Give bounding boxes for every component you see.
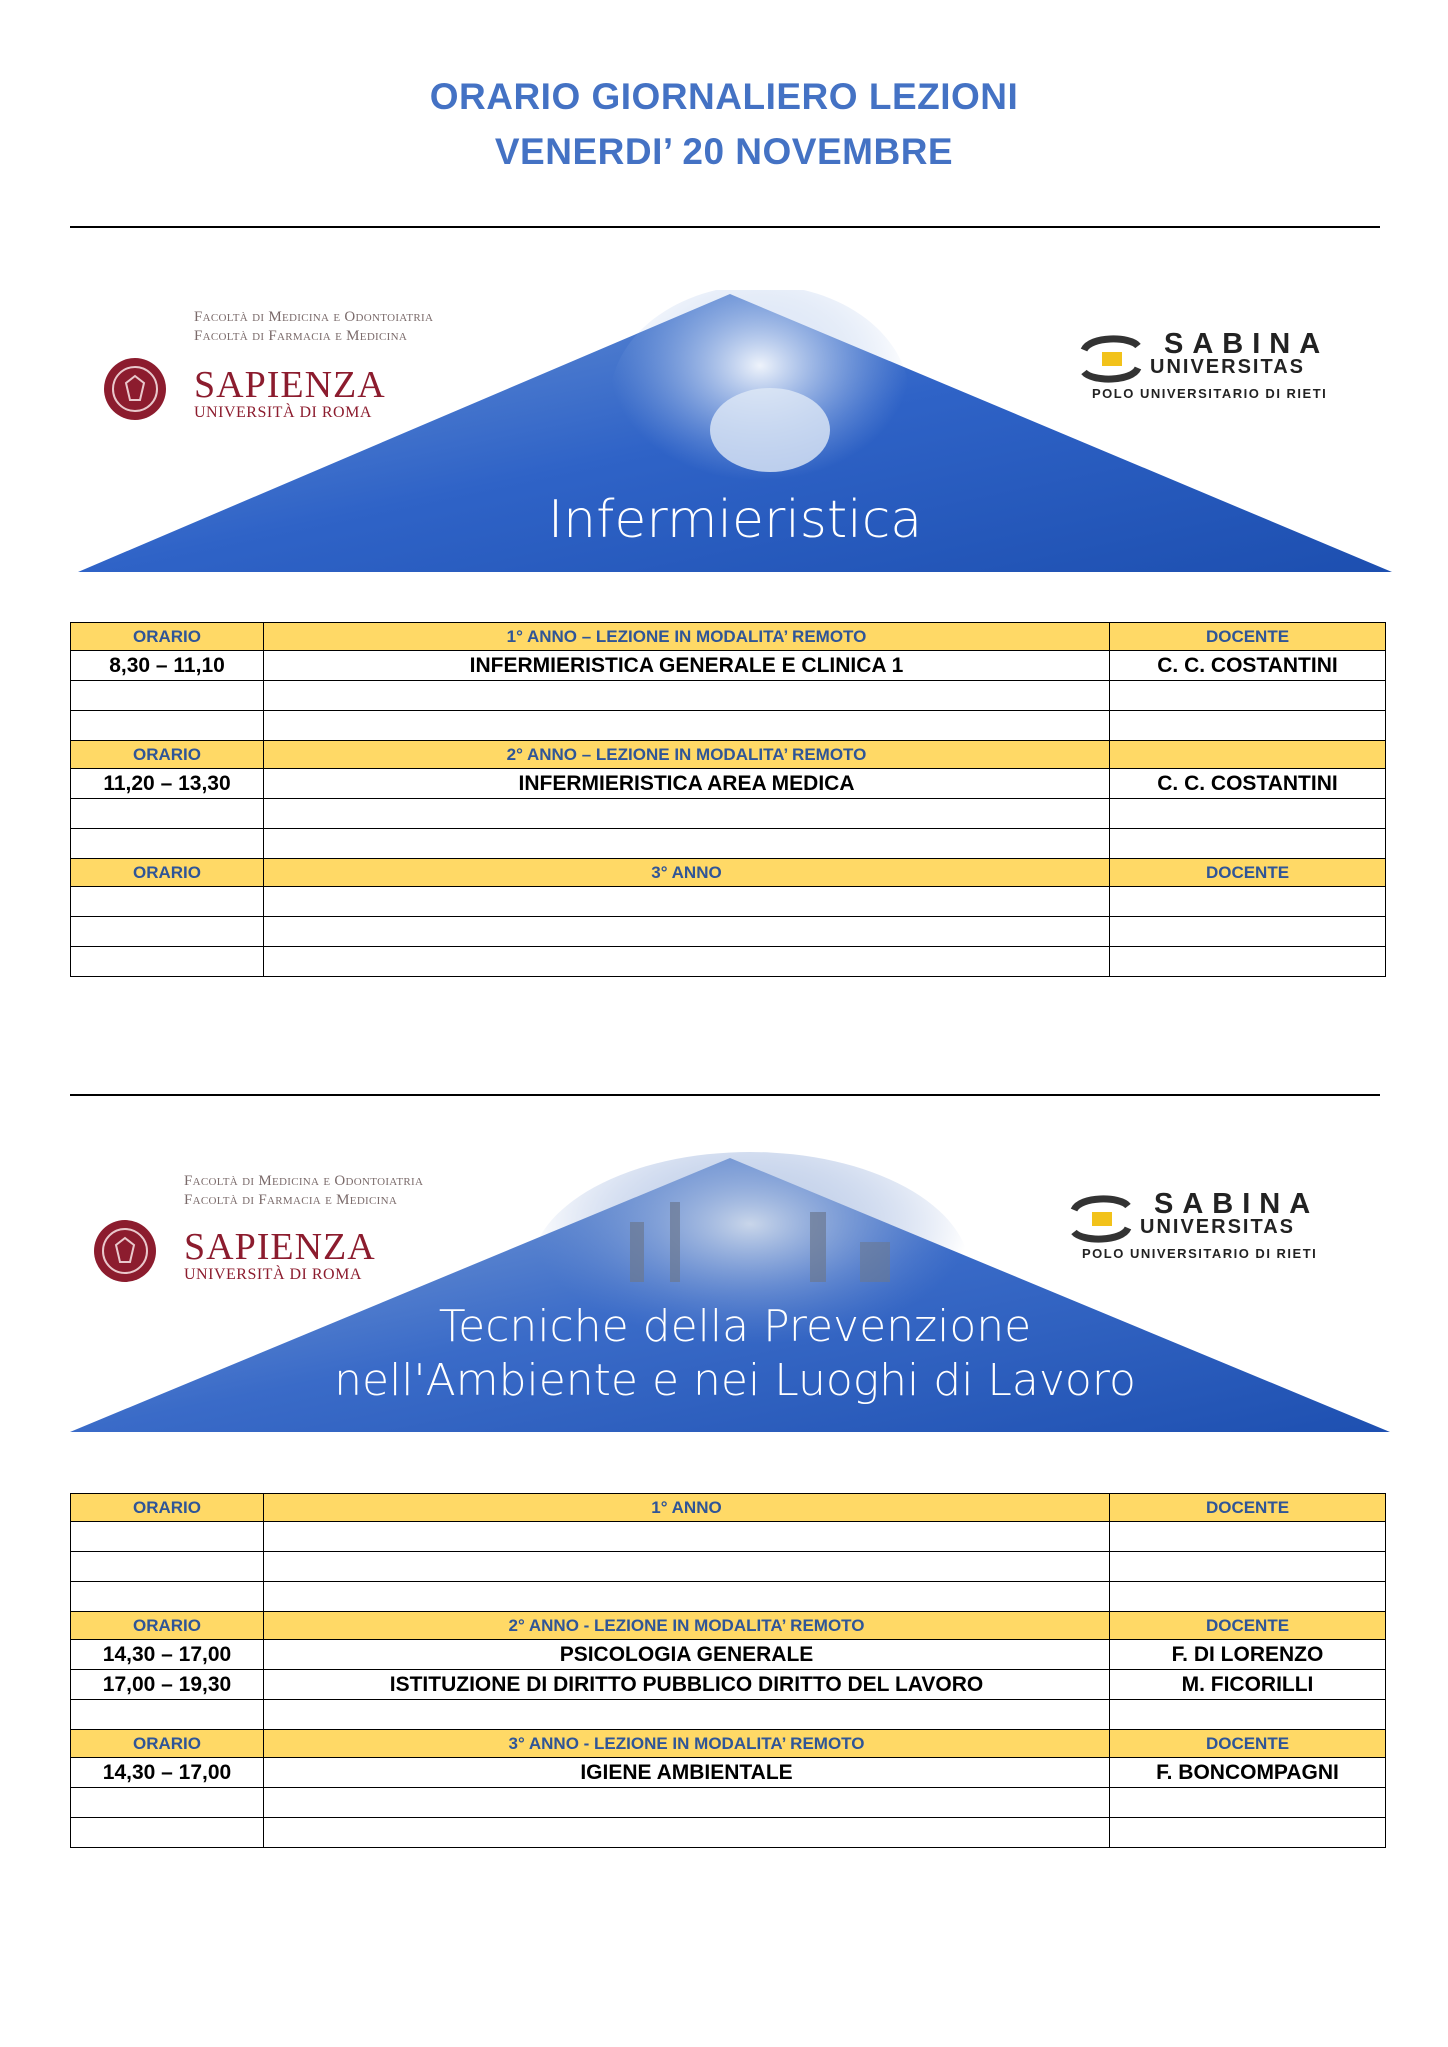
banner-caption-line2: nell'Ambiente e nei Luoghi di Lavoro [334, 1355, 1136, 1406]
table-row [71, 887, 1386, 917]
teacher-cell [1110, 711, 1386, 741]
course-cell [264, 887, 1110, 917]
faculty-line2: Facoltà di Farmacia e Medicina [194, 328, 408, 344]
time-cell [71, 711, 264, 741]
faculty-line2: Facoltà di Farmacia e Medicina [184, 1192, 398, 1208]
page-title-line2: VENERDI’ 20 NOVEMBRE [494, 131, 954, 172]
header-course-cell: 3° ANNO - LEZIONE IN MODALITA’ REMOTO [264, 1730, 1110, 1758]
table-header-row [71, 741, 1386, 769]
course-cell: INFERMIERISTICA GENERALE E CLINICA 1 [264, 651, 1110, 681]
course-cell [264, 799, 1110, 829]
table-header-row [71, 1612, 1386, 1640]
teacher-cell: F. BONCOMPAGNI [1110, 1758, 1386, 1788]
faculty-line1: Facoltà di Medicina e Odontoiatria [184, 1173, 424, 1189]
header-teacher-cell: DOCENTE [1110, 1494, 1386, 1522]
table-row [71, 1552, 1386, 1582]
time-cell: 14,30 – 17,00 [71, 1758, 264, 1788]
time-cell [71, 1788, 264, 1818]
teacher-cell: C. C. COSTANTINI [1110, 651, 1386, 681]
sapienza-subtitle: UNIVERSITÀ DI ROMA [194, 404, 372, 421]
sapienza-logo [184, 1228, 376, 1284]
header-teacher-cell: DOCENTE [1110, 859, 1386, 887]
table-header-row [71, 1494, 1386, 1522]
header-teacher-cell: DOCENTE [1110, 1730, 1386, 1758]
teacher-cell: C. C. COSTANTINI [1110, 769, 1386, 799]
teacher-cell [1110, 1818, 1386, 1848]
time-cell [71, 1552, 264, 1582]
teacher-cell [1110, 1788, 1386, 1818]
time-cell [71, 917, 264, 947]
table-row [71, 1700, 1386, 1730]
table-header-row [71, 859, 1386, 887]
divider-middle [70, 1094, 1380, 1096]
time-cell: 8,30 – 11,10 [71, 651, 264, 681]
course-cell: IGIENE AMBIENTALE [264, 1758, 1110, 1788]
polo-text: POLO UNIVERSITARIO DI RIETI [1092, 386, 1328, 401]
time-cell [71, 1818, 264, 1848]
time-cell [71, 887, 264, 917]
table-row [71, 917, 1386, 947]
header-time-cell: ORARIO [71, 1494, 264, 1522]
course-cell [264, 1582, 1110, 1612]
table-row [71, 1788, 1386, 1818]
polo-text: POLO UNIVERSITARIO DI RIETI [1082, 1246, 1318, 1261]
course-cell: PSICOLOGIA GENERALE [264, 1640, 1110, 1670]
time-cell [71, 1700, 264, 1730]
teacher-cell [1110, 887, 1386, 917]
time-cell: 14,30 – 17,00 [71, 1640, 264, 1670]
banner-caption-line1: Tecniche della Prevenzione [438, 1301, 1032, 1352]
teacher-cell [1110, 681, 1386, 711]
time-cell: 11,20 – 13,30 [71, 769, 264, 799]
table-row [71, 1582, 1386, 1612]
time-cell [71, 947, 264, 977]
table-row [71, 829, 1386, 859]
teacher-cell [1110, 917, 1386, 947]
sapienza-seal-icon [104, 358, 166, 420]
divider-top [70, 226, 1380, 228]
teacher-cell: M. FICORILLI [1110, 1670, 1386, 1700]
header-time-cell: ORARIO [71, 1612, 264, 1640]
header-time-cell: ORARIO [71, 1730, 264, 1758]
table-row [71, 1522, 1386, 1552]
sapienza-wordmark: SAPIENZA [194, 364, 386, 406]
sabina-book-icon [1080, 334, 1142, 384]
course-cell [264, 829, 1110, 859]
header-time-cell: ORARIO [71, 741, 264, 769]
universitas-wordmark: UNIVERSITAS [1150, 356, 1305, 378]
page-title-line1: ORARIO GIORNALIERO LEZIONI [429, 76, 1019, 117]
banner-infermieristica [70, 290, 1400, 575]
teacher-cell [1110, 1582, 1386, 1612]
course-cell: ISTITUZIONE DI DIRITTO PUBBLICO DIRITTO DEL LAVORO [264, 1670, 1110, 1700]
course-cell [264, 1700, 1110, 1730]
table-row [71, 1670, 1386, 1700]
sapienza-logo [194, 366, 386, 422]
banner-caption: Infermieristica [547, 490, 923, 550]
teacher-cell [1110, 1700, 1386, 1730]
table-row [71, 947, 1386, 977]
schedule-table-infermieristica [70, 622, 1386, 977]
header-time-cell: ORARIO [71, 623, 264, 651]
sabina-wordmark: SABINA [1164, 328, 1330, 360]
faculty-text [184, 1172, 423, 1210]
banner-tecniche-prevenzione [70, 1152, 1400, 1434]
header-teacher-cell [1110, 741, 1386, 769]
course-cell [264, 1552, 1110, 1582]
sapienza-wordmark: SAPIENZA [184, 1226, 376, 1268]
faculty-line1: Facoltà di Medicina e Odontoiatria [194, 309, 434, 325]
teacher-cell [1110, 799, 1386, 829]
course-cell: INFERMIERISTICA AREA MEDICA [264, 769, 1110, 799]
header-course-cell: 2° ANNO – LEZIONE IN MODALITA’ REMOTO [264, 741, 1110, 769]
table-row [71, 651, 1386, 681]
time-cell [71, 1582, 264, 1612]
teacher-cell [1110, 829, 1386, 859]
table-header-row [71, 1730, 1386, 1758]
schedule-table-tecniche-prevenzione [70, 1493, 1386, 1848]
sapienza-seal-icon [94, 1220, 156, 1282]
header-course-cell: 3° ANNO [264, 859, 1110, 887]
time-cell [71, 681, 264, 711]
time-cell: 17,00 – 19,30 [71, 1670, 264, 1700]
course-cell [264, 917, 1110, 947]
table-header-row [71, 623, 1386, 651]
sabina-book-icon [1070, 1194, 1132, 1244]
time-cell [71, 829, 264, 859]
teacher-cell [1110, 1522, 1386, 1552]
teacher-cell: F. DI LORENZO [1110, 1640, 1386, 1670]
banner-caption [70, 1300, 1400, 1408]
course-cell [264, 947, 1110, 977]
table-row [71, 711, 1386, 741]
table-row [71, 1758, 1386, 1788]
header-teacher-cell: DOCENTE [1110, 1612, 1386, 1640]
sapienza-subtitle: UNIVERSITÀ DI ROMA [184, 1266, 362, 1283]
teacher-cell [1110, 1552, 1386, 1582]
course-cell [264, 711, 1110, 741]
universitas-wordmark: UNIVERSITAS [1140, 1216, 1295, 1238]
course-cell [264, 681, 1110, 711]
table-row [71, 769, 1386, 799]
header-teacher-cell: DOCENTE [1110, 623, 1386, 651]
time-cell [71, 799, 264, 829]
header-time-cell: ORARIO [71, 859, 264, 887]
table-row [71, 1818, 1386, 1848]
header-course-cell: 1° ANNO [264, 1494, 1110, 1522]
course-cell [264, 1788, 1110, 1818]
time-cell [71, 1522, 264, 1552]
sabina-wordmark: SABINA [1154, 1188, 1320, 1220]
faculty-text [194, 308, 433, 346]
header-course-cell: 1° ANNO – LEZIONE IN MODALITA’ REMOTO [264, 623, 1110, 651]
course-cell [264, 1818, 1110, 1848]
table-row [71, 799, 1386, 829]
teacher-cell [1110, 947, 1386, 977]
table-row [71, 681, 1386, 711]
header-course-cell: 2° ANNO - LEZIONE IN MODALITA’ REMOTO [264, 1612, 1110, 1640]
table-row [71, 1640, 1386, 1670]
course-cell [264, 1522, 1110, 1552]
